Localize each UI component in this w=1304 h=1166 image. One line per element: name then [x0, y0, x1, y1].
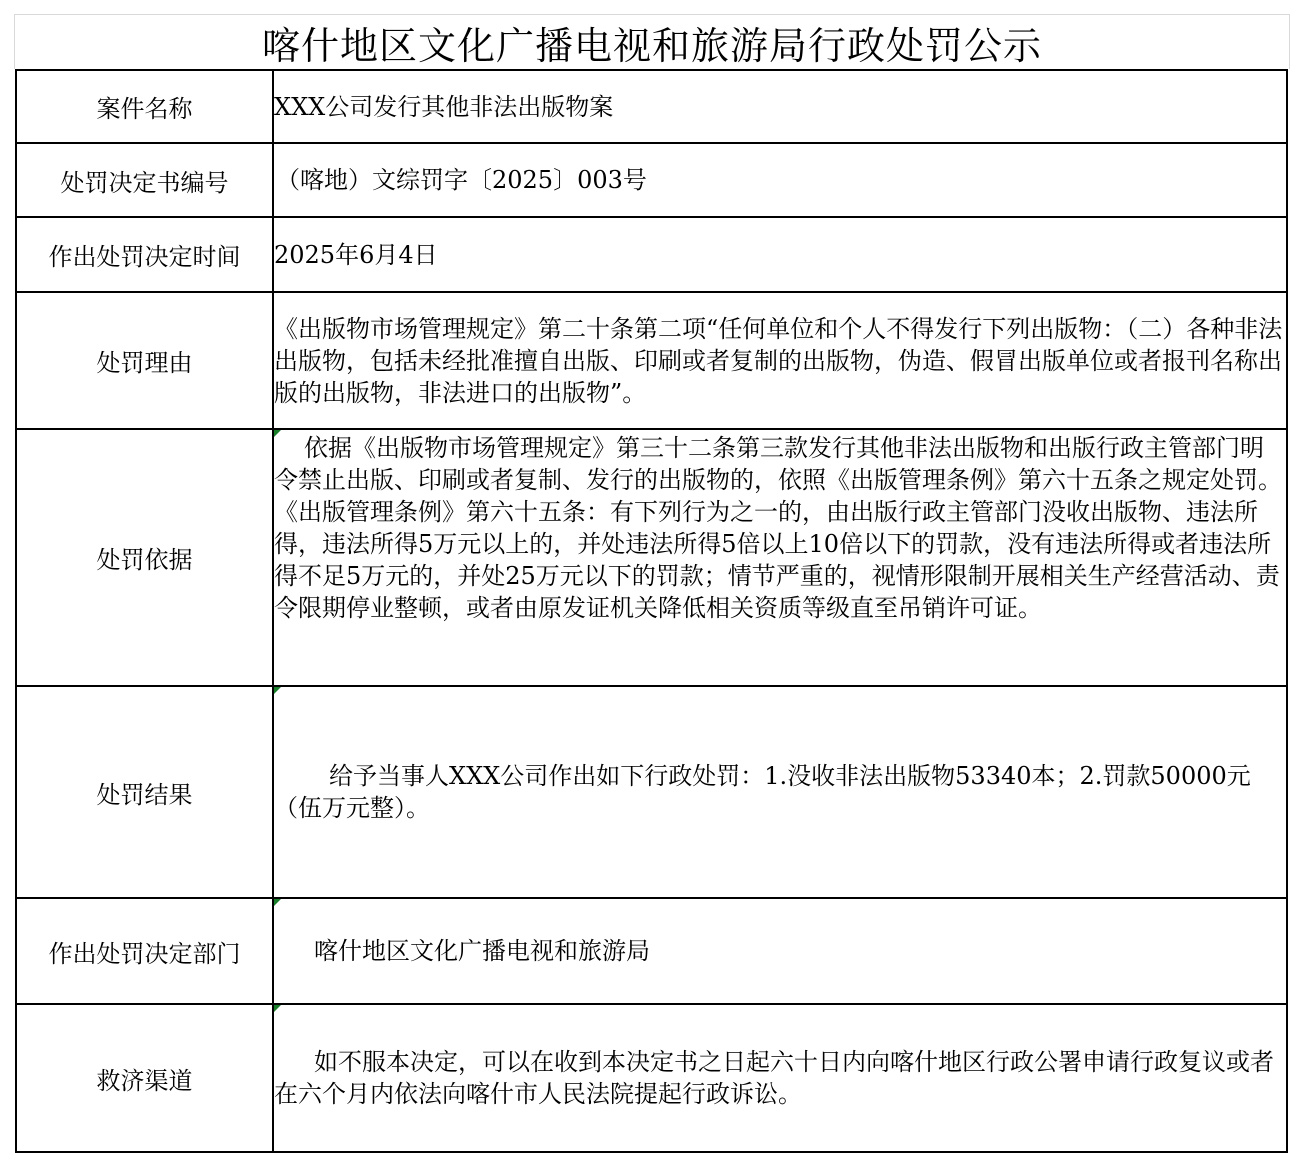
cell-marker-icon	[274, 899, 281, 906]
table-row-decision-date	[16, 217, 1287, 292]
notice-table	[15, 69, 1288, 1153]
row-label: 作出处罚决定部门	[16, 898, 273, 1004]
row-value: 给予当事人XXX公司作出如下行政处罚：1.没收非法出版物53340本；2.罚款50000元（伍万元整）。	[274, 762, 1251, 822]
row-label: 救济渠道	[16, 1004, 273, 1152]
row-label: 作出处罚决定时间	[16, 217, 273, 292]
cell-marker-icon	[274, 687, 281, 694]
row-value: 喀什地区文化广播电视和旅游局	[314, 937, 650, 965]
table-row-case-name	[16, 70, 1287, 143]
row-value-cell	[273, 429, 1287, 686]
row-label: 处罚依据	[16, 429, 273, 686]
row-label: 处罚理由	[16, 292, 273, 429]
cell-marker-icon	[274, 1005, 281, 1012]
row-value: （喀地）文综罚字〔2025〕003号	[273, 143, 1287, 217]
row-value-cell	[273, 686, 1287, 898]
row-value: 依据《出版物市场管理规定》第三十二条第三款发行其他非法出版物和出版行政主管部门明令禁止出版、印刷或者复制、发行的出版物的，依照《出版管理条例》第六十五条之规定处罚。《出版管理条例》第六十五条：有下列行为之一的，由出版行政主管部门没收出版物、违法所得，违法所得5万元以上的，并处违法所得5倍以上10倍以下的罚款，没有违法所得或者违法所得不足5万元的，并处25万元以下的罚款；情节严重的，视情形限制开展相关生产经营活动、责令限期停业整顿，或者由原发证机关降低相关资质等级直至吊销许可证。	[274, 434, 1282, 622]
row-value: XXX公司发行其他非法出版物案	[273, 70, 1287, 143]
row-value-cell	[273, 898, 1287, 1004]
row-label: 案件名称	[16, 70, 273, 143]
row-value: 2025年6月4日	[273, 217, 1287, 292]
table-row-result	[16, 686, 1287, 898]
row-label: 处罚结果	[16, 686, 273, 898]
table-row-reason	[16, 292, 1287, 429]
row-label: 处罚决定书编号	[16, 143, 273, 217]
table-row-legal-basis	[16, 429, 1287, 686]
row-value-cell	[273, 1004, 1287, 1152]
table-row-decision-number	[16, 143, 1287, 217]
page-title: 喀什地区文化广播电视和旅游局行政处罚公示	[14, 14, 1290, 69]
table-row-remedy	[16, 1004, 1287, 1152]
row-value: 《出版物市场管理规定》第二十条第二项“任何单位和个人不得发行下列出版物：（二）各种非法出版物，包括未经批准擅自出版、印刷或者复制的出版物，伪造、假冒出版单位或者报刊名称出版的出版物，非法进口的出版物”。	[273, 292, 1287, 429]
row-value: 如不服本决定，可以在收到本决定书之日起六十日内向喀什地区行政公署申请行政复议或者在六个月内依法向喀什市人民法院提起行政诉讼。	[274, 1048, 1274, 1108]
table-row-department	[16, 898, 1287, 1004]
cell-marker-icon	[274, 430, 281, 437]
